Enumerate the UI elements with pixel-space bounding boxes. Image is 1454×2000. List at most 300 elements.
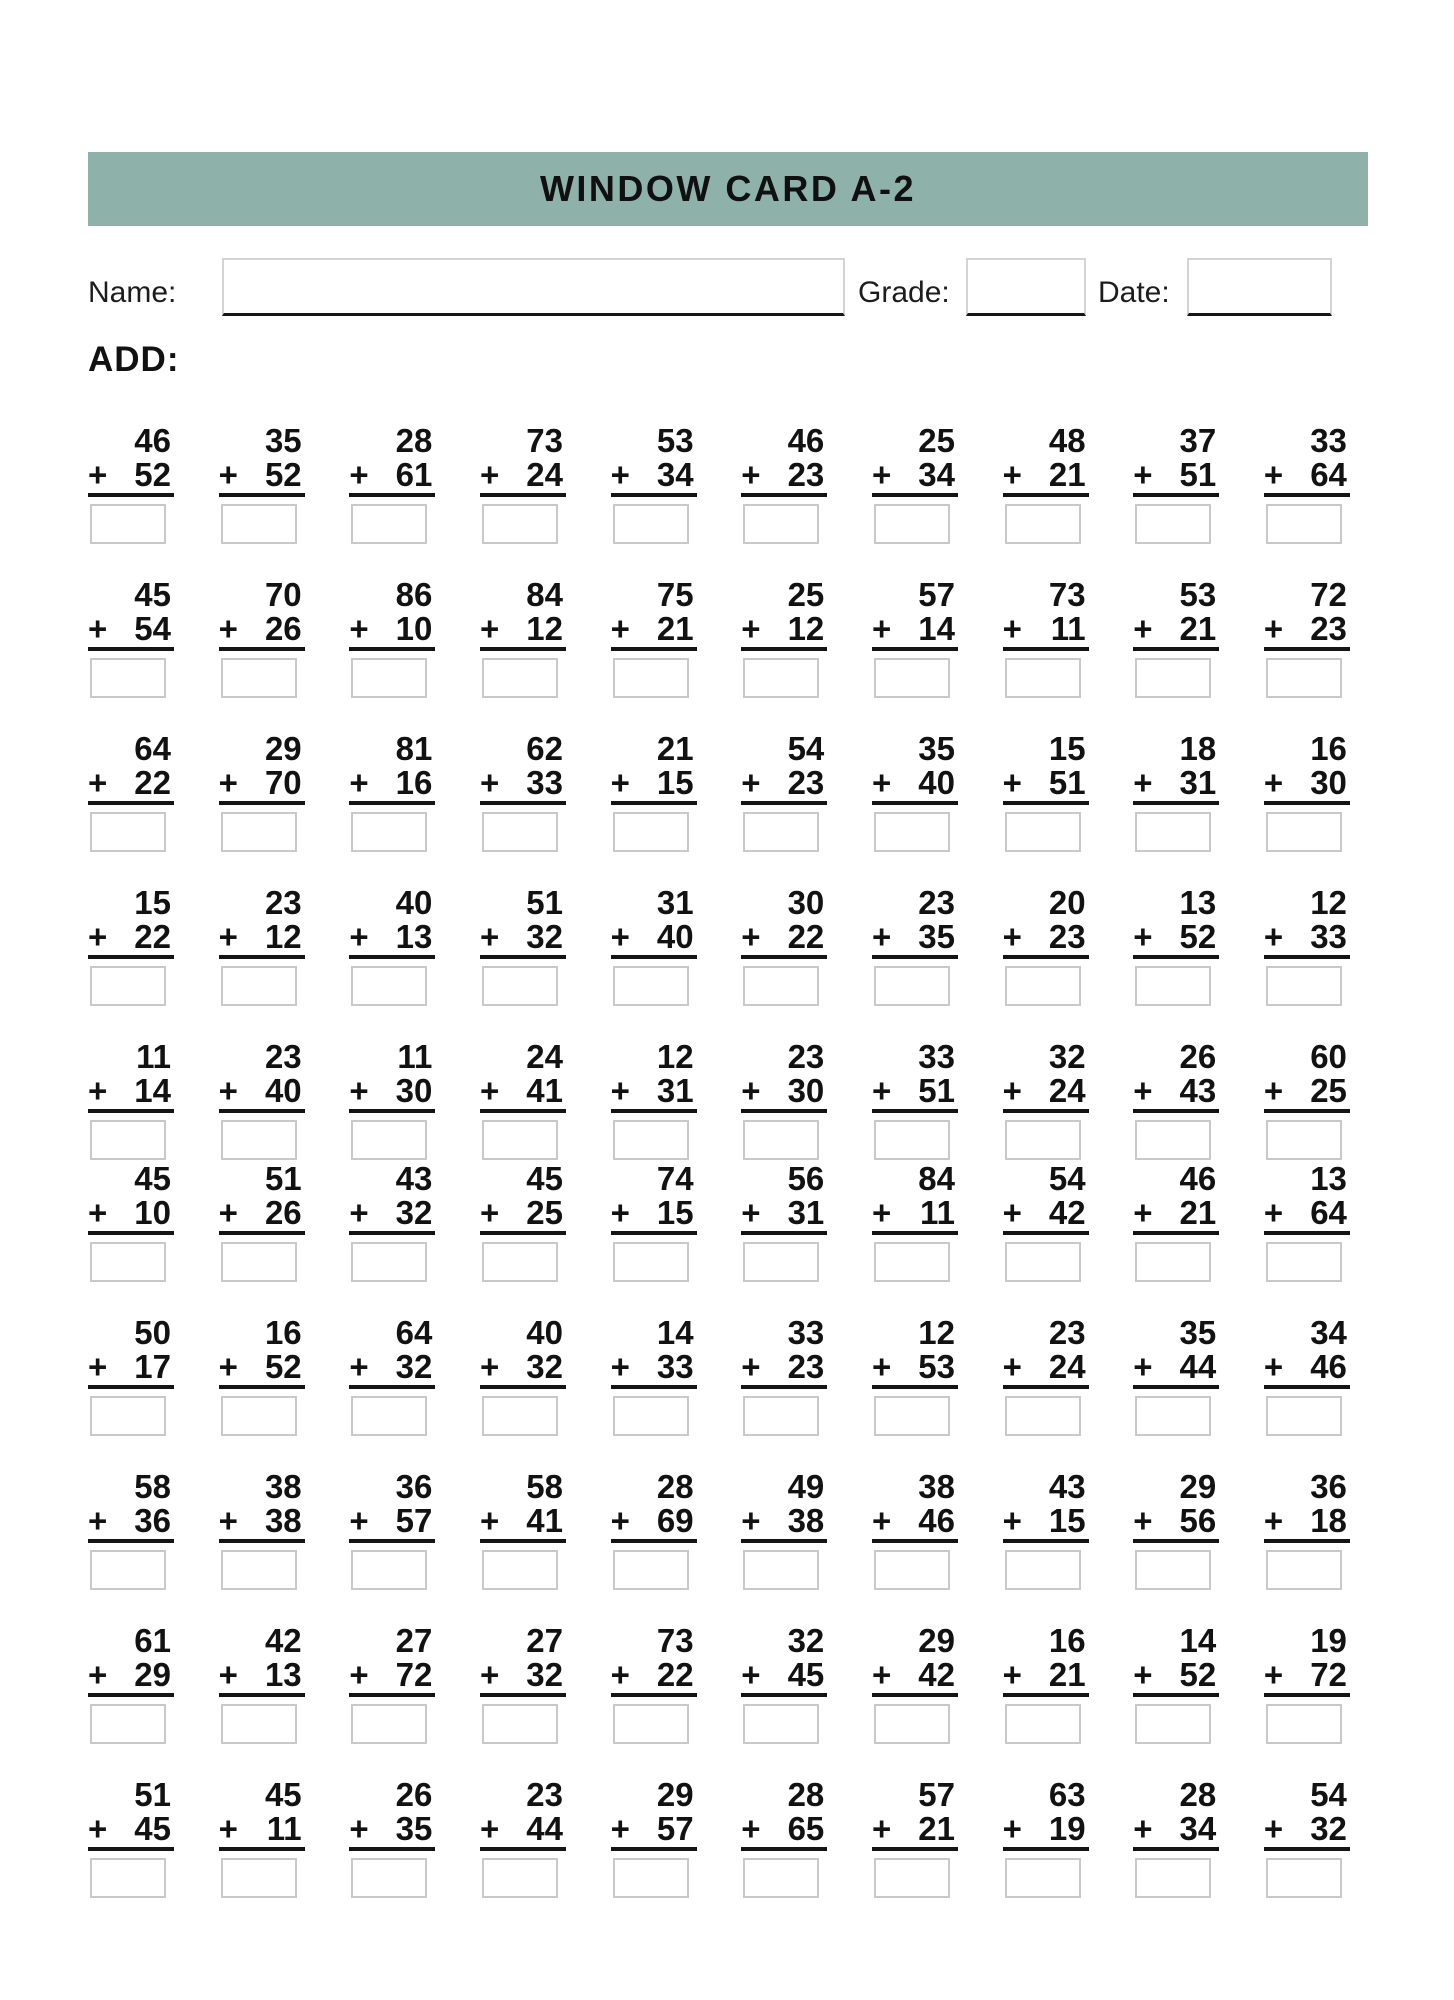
bottom-operand-row — [1133, 612, 1219, 651]
plus-operator: + — [88, 456, 108, 493]
answer-box[interactable] — [1135, 812, 1211, 852]
top-operand: 28 — [656, 1468, 694, 1505]
bottom-operand-row — [88, 458, 174, 497]
plus-operator: + — [88, 1194, 108, 1231]
addition-problem — [1264, 1316, 1350, 1436]
top-operand: 26 — [1179, 1038, 1217, 1075]
answer-box[interactable] — [1135, 1550, 1211, 1590]
answer-box[interactable] — [1005, 1120, 1081, 1160]
addition-problem — [219, 1040, 305, 1160]
answer-box[interactable] — [1135, 1704, 1211, 1744]
answer-box[interactable] — [743, 1858, 819, 1898]
bottom-operand-row — [219, 1812, 305, 1851]
top-operand: 57 — [918, 576, 955, 613]
addition-problem — [480, 578, 566, 698]
addition-problem — [88, 1624, 174, 1744]
plus-operator: + — [349, 456, 369, 493]
plus-operator: + — [349, 1348, 369, 1385]
answer-box[interactable] — [874, 1704, 950, 1744]
plus-operator: + — [479, 1348, 500, 1385]
top-operand: 23 — [787, 1038, 825, 1075]
date-input[interactable] — [1187, 258, 1332, 316]
plus-operator: + — [479, 1502, 500, 1539]
answer-box[interactable] — [874, 1396, 950, 1436]
top-operand: 31 — [656, 884, 694, 921]
answer-box[interactable] — [1005, 1704, 1081, 1744]
bottom-operand-row — [1003, 1812, 1089, 1851]
plus-operator: + — [218, 1502, 238, 1539]
answer-box[interactable] — [482, 1550, 558, 1590]
top-operand: 51 — [526, 884, 563, 921]
bottom-operand-row — [611, 458, 697, 497]
answer-box[interactable] — [1266, 812, 1342, 852]
answer-box[interactable] — [221, 1120, 297, 1160]
bottom-operand-row — [741, 1504, 827, 1543]
top-operand: 56 — [787, 1160, 825, 1197]
top-operand: 45 — [134, 1160, 171, 1197]
problem-row — [88, 578, 1350, 698]
answer-box[interactable] — [351, 1704, 427, 1744]
bottom-operand-row — [349, 1812, 435, 1851]
answer-box[interactable] — [1135, 1858, 1211, 1898]
answer-box[interactable] — [613, 1396, 689, 1436]
date-label: Date: — [1098, 276, 1170, 309]
bottom-operand: 15 — [656, 764, 694, 801]
bottom-operand-row — [1264, 1504, 1350, 1543]
bottom-operand-row — [611, 1812, 697, 1851]
bottom-operand-row — [349, 458, 435, 497]
answer-box[interactable] — [482, 812, 558, 852]
answer-box[interactable] — [1266, 1242, 1342, 1282]
addition-problem — [1133, 1316, 1219, 1436]
answer-box[interactable] — [613, 658, 689, 698]
answer-box[interactable] — [482, 504, 558, 544]
bottom-operand-row — [611, 1196, 697, 1235]
answer-box[interactable] — [351, 1242, 427, 1282]
bottom-operand-row — [1003, 458, 1089, 497]
top-operand: 73 — [526, 422, 563, 459]
plus-operator: + — [610, 610, 630, 647]
answer-box[interactable] — [221, 504, 297, 544]
answer-box[interactable] — [743, 1550, 819, 1590]
addition-problem — [480, 1778, 566, 1898]
addition-problem — [1264, 1040, 1350, 1160]
bottom-operand: 18 — [1310, 1502, 1347, 1539]
bottom-operand: 23 — [787, 1348, 825, 1385]
answer-box[interactable] — [90, 1242, 166, 1282]
bottom-operand: 21 — [1179, 1194, 1217, 1231]
answer-box[interactable] — [613, 812, 689, 852]
answer-box[interactable] — [1266, 1550, 1342, 1590]
bottom-operand: 12 — [264, 918, 302, 955]
plus-operator: + — [479, 1072, 500, 1109]
addition-problem — [1133, 578, 1219, 698]
bottom-operand: 46 — [918, 1502, 955, 1539]
addition-problem — [349, 424, 435, 544]
addition-problem — [349, 732, 435, 852]
top-operand: 28 — [395, 422, 433, 459]
addition-problem — [349, 1316, 435, 1436]
answer-box[interactable] — [613, 1242, 689, 1282]
bottom-operand: 51 — [1048, 764, 1086, 801]
answer-box[interactable] — [221, 1704, 297, 1744]
top-operand: 64 — [134, 730, 171, 767]
plus-operator: + — [610, 764, 630, 801]
bottom-operand-row — [88, 1658, 174, 1697]
answer-box[interactable] — [1135, 966, 1211, 1006]
answer-box[interactable] — [613, 504, 689, 544]
answer-box[interactable] — [874, 1550, 950, 1590]
answer-box[interactable] — [1266, 1704, 1342, 1744]
top-operand: 33 — [918, 1038, 955, 1075]
answer-box[interactable] — [743, 658, 819, 698]
answer-box[interactable] — [874, 812, 950, 852]
top-operand: 23 — [918, 884, 955, 921]
answer-box[interactable] — [351, 966, 427, 1006]
addition-problem — [741, 1470, 827, 1590]
bottom-operand-row — [1133, 766, 1219, 805]
bottom-operand-row — [219, 1196, 305, 1235]
bottom-operand-row — [480, 458, 566, 497]
bottom-operand-row — [88, 1504, 174, 1543]
bottom-operand-row — [872, 1350, 958, 1389]
answer-box[interactable] — [1135, 504, 1211, 544]
addition-problem — [1003, 1624, 1089, 1744]
answer-box[interactable] — [351, 1858, 427, 1898]
top-operand: 25 — [918, 422, 955, 459]
plus-operator: + — [479, 1194, 500, 1231]
bottom-operand: 72 — [395, 1656, 433, 1693]
plus-operator: + — [741, 918, 761, 955]
plus-operator: + — [479, 1656, 500, 1693]
bottom-operand: 12 — [787, 610, 825, 647]
bottom-operand-row — [872, 1812, 958, 1851]
answer-box[interactable] — [351, 1120, 427, 1160]
addition-problem — [1003, 1162, 1089, 1282]
answer-box[interactable] — [743, 812, 819, 852]
addition-problem — [1133, 1778, 1219, 1898]
bottom-operand: 11 — [266, 1810, 302, 1847]
plus-operator: + — [1002, 764, 1022, 801]
bottom-operand: 31 — [656, 1072, 694, 1109]
bottom-operand-row — [88, 612, 174, 651]
addition-problem — [88, 424, 174, 544]
answer-box[interactable] — [1005, 658, 1081, 698]
bottom-operand-row — [1264, 766, 1350, 805]
addition-problem — [611, 1624, 697, 1744]
plus-operator: + — [610, 1502, 630, 1539]
plus-operator: + — [1133, 1072, 1153, 1109]
answer-box[interactable] — [1266, 966, 1342, 1006]
plus-operator: + — [871, 1072, 892, 1109]
answer-box[interactable] — [90, 966, 166, 1006]
top-operand: 34 — [1310, 1314, 1347, 1351]
bottom-operand-row — [88, 1350, 174, 1389]
bottom-operand: 30 — [1310, 764, 1347, 801]
addition-problem — [1264, 1778, 1350, 1898]
top-operand: 75 — [656, 576, 694, 613]
top-operand: 72 — [1310, 576, 1347, 613]
plus-operator: + — [349, 764, 369, 801]
bottom-operand: 36 — [134, 1502, 171, 1539]
top-operand: 29 — [264, 730, 302, 767]
plus-operator: + — [218, 610, 238, 647]
top-operand: 38 — [264, 1468, 302, 1505]
top-operand: 32 — [787, 1622, 825, 1659]
top-operand: 25 — [787, 576, 825, 613]
answer-box[interactable] — [351, 658, 427, 698]
bottom-operand: 26 — [264, 1194, 302, 1231]
bottom-operand-row — [1003, 612, 1089, 651]
plus-operator: + — [479, 610, 500, 647]
bottom-operand-row — [480, 1074, 566, 1113]
bottom-operand-row — [1003, 1350, 1089, 1389]
plus-operator: + — [1133, 764, 1153, 801]
answer-box[interactable] — [743, 1396, 819, 1436]
answer-box[interactable] — [874, 1858, 950, 1898]
plus-operator: + — [741, 1072, 761, 1109]
answer-box[interactable] — [351, 1550, 427, 1590]
answer-box[interactable] — [221, 966, 297, 1006]
plus-operator: + — [871, 764, 892, 801]
answer-box[interactable] — [874, 1120, 950, 1160]
plus-operator: + — [218, 1348, 238, 1385]
bottom-operand-row — [480, 1196, 566, 1235]
plus-operator: + — [610, 1810, 630, 1847]
bottom-operand: 38 — [264, 1502, 302, 1539]
bottom-operand: 32 — [526, 1348, 563, 1385]
bottom-operand-row — [349, 1504, 435, 1543]
top-operand: 48 — [1048, 422, 1086, 459]
bottom-operand-row — [219, 458, 305, 497]
plus-operator: + — [741, 610, 761, 647]
answer-box[interactable] — [1005, 504, 1081, 544]
addition-problem — [219, 1470, 305, 1590]
addition-problem — [611, 1162, 697, 1282]
plus-operator: + — [871, 1194, 892, 1231]
answer-box[interactable] — [482, 1704, 558, 1744]
answer-box[interactable] — [90, 812, 166, 852]
bottom-operand: 52 — [264, 1348, 302, 1385]
answer-box[interactable] — [351, 504, 427, 544]
bottom-operand-row — [872, 458, 958, 497]
bottom-operand: 32 — [526, 918, 563, 955]
answer-box[interactable] — [613, 1858, 689, 1898]
answer-box[interactable] — [221, 1242, 297, 1282]
answer-box[interactable] — [221, 812, 297, 852]
answer-box[interactable] — [1266, 1858, 1342, 1898]
top-operand: 54 — [1048, 1160, 1086, 1197]
plus-operator: + — [349, 1194, 369, 1231]
answer-box[interactable] — [1005, 1858, 1081, 1898]
top-operand: 35 — [918, 730, 955, 767]
plus-operator: + — [741, 1502, 761, 1539]
plus-operator: + — [218, 1810, 238, 1847]
plus-operator: + — [88, 1348, 108, 1385]
answer-box[interactable] — [90, 1396, 166, 1436]
answer-box[interactable] — [743, 966, 819, 1006]
addition-problem — [1133, 1470, 1219, 1590]
addition-problem — [480, 1316, 566, 1436]
page-title: WINDOW CARD A-2 — [539, 168, 917, 209]
top-operand: 27 — [526, 1622, 563, 1659]
addition-problem — [1133, 1040, 1219, 1160]
bottom-operand-row — [219, 1658, 305, 1697]
answer-box[interactable] — [743, 1704, 819, 1744]
bottom-operand: 42 — [918, 1656, 955, 1693]
bottom-operand: 31 — [787, 1194, 825, 1231]
answer-box[interactable] — [1266, 1120, 1342, 1160]
answer-box[interactable] — [482, 1242, 558, 1282]
answer-box[interactable] — [221, 1396, 297, 1436]
problem-row — [88, 886, 1350, 1006]
bottom-operand-row — [1133, 1812, 1219, 1851]
answer-box[interactable] — [90, 1858, 166, 1898]
top-operand: 84 — [918, 1160, 955, 1197]
answer-box[interactable] — [743, 1242, 819, 1282]
answer-box[interactable] — [90, 658, 166, 698]
answer-box[interactable] — [482, 1858, 558, 1898]
top-operand: 28 — [787, 1776, 825, 1813]
bottom-operand-row — [1003, 920, 1089, 959]
grade-input[interactable] — [966, 258, 1086, 316]
bottom-operand: 22 — [134, 918, 171, 955]
addition-problem — [1003, 1778, 1089, 1898]
answer-box[interactable] — [1005, 812, 1081, 852]
answer-box[interactable] — [743, 1120, 819, 1160]
bottom-operand: 24 — [1048, 1072, 1086, 1109]
answer-box[interactable] — [221, 1550, 297, 1590]
answer-box[interactable] — [482, 966, 558, 1006]
answer-box[interactable] — [221, 658, 297, 698]
addition-problem — [872, 1778, 958, 1898]
problem-row — [88, 424, 1350, 544]
top-operand: 32 — [1048, 1038, 1086, 1075]
answer-box[interactable] — [221, 1858, 297, 1898]
section-label: ADD: — [88, 340, 180, 379]
answer-box[interactable] — [1005, 966, 1081, 1006]
problem-row — [88, 732, 1350, 852]
answer-box[interactable] — [874, 658, 950, 698]
answer-box[interactable] — [351, 812, 427, 852]
answer-box[interactable] — [482, 658, 558, 698]
top-operand: 43 — [1048, 1468, 1086, 1505]
bottom-operand-row — [480, 766, 566, 805]
problem-row — [88, 1040, 1350, 1160]
plus-operator: + — [1263, 1194, 1284, 1231]
answer-box[interactable] — [1266, 504, 1342, 544]
bottom-operand: 32 — [395, 1348, 433, 1385]
addition-problem — [1264, 1470, 1350, 1590]
answer-box[interactable] — [351, 1396, 427, 1436]
bottom-operand: 21 — [918, 1810, 955, 1847]
bottom-operand: 25 — [1310, 1072, 1347, 1109]
plus-operator: + — [1002, 610, 1022, 647]
bottom-operand: 19 — [1048, 1810, 1086, 1847]
answer-box[interactable] — [1135, 1120, 1211, 1160]
bottom-operand-row — [741, 1812, 827, 1851]
addition-problem — [349, 1778, 435, 1898]
addition-problem — [480, 1162, 566, 1282]
problems-grid — [88, 424, 1350, 1932]
bottom-operand: 42 — [1048, 1194, 1086, 1231]
answer-box[interactable] — [613, 966, 689, 1006]
bottom-operand: 40 — [918, 764, 955, 801]
plus-operator: + — [741, 1194, 761, 1231]
top-operand: 70 — [264, 576, 302, 613]
addition-problem — [480, 1040, 566, 1160]
plus-operator: + — [871, 1810, 892, 1847]
bottom-operand: 23 — [787, 456, 825, 493]
top-operand: 16 — [1310, 730, 1347, 767]
problem-row — [88, 1470, 1350, 1590]
bottom-operand-row — [741, 458, 827, 497]
answer-box[interactable] — [1135, 1396, 1211, 1436]
answer-box[interactable] — [874, 504, 950, 544]
answer-box[interactable] — [1266, 1396, 1342, 1436]
bottom-operand-row — [741, 1658, 827, 1697]
bottom-operand: 44 — [1179, 1348, 1217, 1385]
answer-box[interactable] — [90, 1550, 166, 1590]
answer-box[interactable] — [482, 1396, 558, 1436]
top-operand: 73 — [1048, 576, 1086, 613]
answer-box[interactable] — [1135, 1242, 1211, 1282]
answer-box[interactable] — [874, 1242, 950, 1282]
answer-box[interactable] — [613, 1704, 689, 1744]
bottom-operand-row — [1003, 1074, 1089, 1113]
plus-operator: + — [1133, 1810, 1153, 1847]
addition-problem — [611, 886, 697, 1006]
answer-box[interactable] — [90, 1120, 166, 1160]
addition-problem — [88, 886, 174, 1006]
addition-problem — [872, 578, 958, 698]
answer-box[interactable] — [1005, 1242, 1081, 1282]
answer-box[interactable] — [482, 1120, 558, 1160]
bottom-operand: 65 — [787, 1810, 825, 1847]
bottom-operand: 15 — [656, 1194, 694, 1231]
plus-operator: + — [1133, 1348, 1153, 1385]
bottom-operand: 51 — [1179, 456, 1217, 493]
addition-problem — [349, 1040, 435, 1160]
answer-box[interactable] — [1266, 658, 1342, 698]
answer-box[interactable] — [743, 504, 819, 544]
bottom-operand-row — [1264, 920, 1350, 959]
top-operand: 13 — [1310, 1160, 1347, 1197]
answer-box[interactable] — [1005, 1396, 1081, 1436]
top-operand: 86 — [395, 576, 433, 613]
bottom-operand: 35 — [918, 918, 955, 955]
name-input[interactable] — [222, 258, 845, 316]
addition-problem — [349, 578, 435, 698]
answer-box[interactable] — [90, 504, 166, 544]
answer-box[interactable] — [90, 1704, 166, 1744]
top-operand: 36 — [395, 1468, 433, 1505]
answer-box[interactable] — [613, 1550, 689, 1590]
answer-box[interactable] — [1135, 658, 1211, 698]
bottom-operand-row — [872, 1196, 958, 1235]
bottom-operand-row — [349, 1658, 435, 1697]
bottom-operand: 24 — [1048, 1348, 1086, 1385]
addition-problem — [1133, 1624, 1219, 1744]
bottom-operand: 38 — [787, 1502, 825, 1539]
plus-operator: + — [88, 764, 108, 801]
answer-box[interactable] — [613, 1120, 689, 1160]
answer-box[interactable] — [874, 966, 950, 1006]
addition-problem — [872, 424, 958, 544]
plus-operator: + — [349, 918, 369, 955]
bottom-operand-row — [219, 766, 305, 805]
answer-box[interactable] — [1005, 1550, 1081, 1590]
